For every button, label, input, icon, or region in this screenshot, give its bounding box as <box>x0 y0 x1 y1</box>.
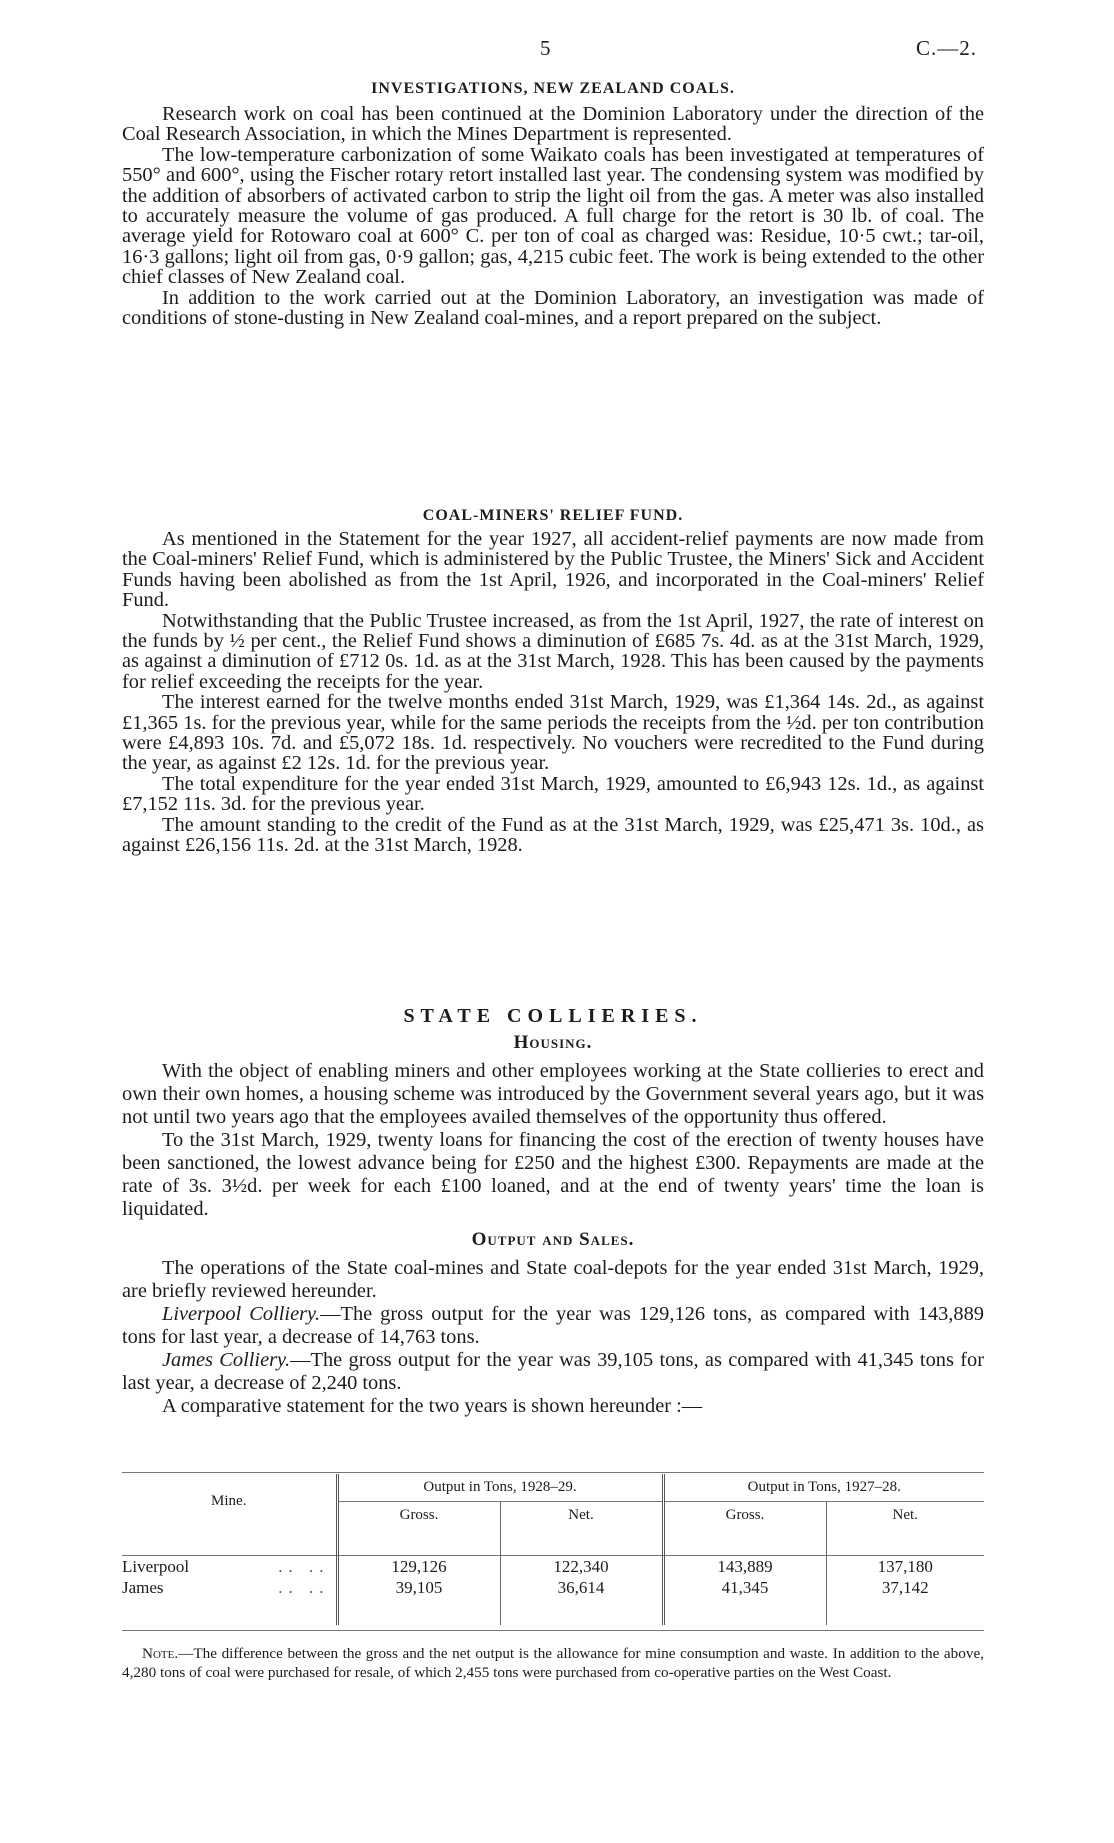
column-header-mine: Mine. <box>211 1493 247 1509</box>
gross-1928-29-cell: 129,126 <box>337 1556 500 1577</box>
table-row <box>122 1577 984 1598</box>
output-sales-heading: Output and Sales. <box>471 1229 635 1250</box>
mine-name-cell: James .. .. <box>122 1577 330 1597</box>
table-header-row <box>122 1474 984 1502</box>
investigations-paragraph-1: Research work on coal has been continued at the Dominion Laboratory under the direction of the Coal Research Association, in which the Mines Department is represented. <box>122 103 984 146</box>
table-note <box>122 1644 984 1682</box>
liverpool-colliery-title: Liverpool Colliery. <box>162 1303 321 1325</box>
net-1927-28-cell: 137,180 <box>826 1556 984 1577</box>
net-1927-28-cell: 37,142 <box>826 1577 984 1598</box>
mine-name-cell: Liverpool .. .. <box>122 1556 330 1576</box>
housing-heading: Housing. <box>513 1032 593 1053</box>
table-bottom-rule <box>122 1630 984 1631</box>
investigations-paragraph-2: The low-temperature carbonization of some Waikato coals has been investigated at temperatures of 550° and 600°, using the Fischer rotary retort installed last year. The condensing system was modified by the addition of absorbers of activated carbon to strip the light oil from the gas. A meter was also installed to accurately measure the volume of gas produced. A full charge for the retort is 30 lb. of coal. The average yield for Rotowaro coal at 600° C. per ton of coal as charged was: Residue, 10·5 cwt.; tar-oil, 16·3 gallons; light oil from gas, 0·9 gallon; gas, 4,215 cubic feet. The work is being extended to the other chief classes of New Zealand coal. <box>122 143 984 289</box>
james-colliery-text: —The gross output for the year was 39,105 tons, as compared with 41,345 tons for last year, a decrease of 2,240 tons. <box>122 1349 985 1394</box>
investigations-paragraph-3: In addition to the work carried out at the Dominion Laboratory, an investigation was made of conditions of stone-dusting in New Zealand coal-mines, and a report prepared on the subject. <box>122 286 984 330</box>
page-number: 5 <box>540 36 551 60</box>
housing-paragraph-1: With the object of enabling miners and other employees working at the State collieries to erect and own their own homes, a housing scheme was introduced by the Government several years ago, but it was not until two years ago that the employees availed themselves of the opportunity thus offered. <box>122 1060 984 1128</box>
document-reference: C.—2. <box>916 36 978 60</box>
note-label: Note. <box>142 1645 179 1662</box>
column-group-1928-29: Output in Tons, 1928–29. <box>337 1474 663 1502</box>
investigations-heading: INVESTIGATIONS, NEW ZEALAND COALS. <box>371 80 735 97</box>
column-group-1927-28: Output in Tons, 1927–28. <box>663 1474 984 1502</box>
output-paragraph-1: The operations of the State coal-mines and State coal-depots for the year ended 31st March, 1929, are briefly reviewed hereunder. <box>122 1257 984 1302</box>
gross-1927-28-cell: 143,889 <box>663 1556 826 1577</box>
gross-1928-29-cell: 39,105 <box>337 1577 500 1598</box>
table-spacer-row <box>122 1529 984 1556</box>
note-text: —The difference between the gross and the net output is the allowance for mine consumption and waste. In addition to the above, 4,280 tons of coal were purchased for resale, of which 2,455 tons were purchased from co-operative parties on the West Coast. <box>122 1645 984 1681</box>
relief-fund-paragraph-4: The total expenditure for the year ended 31st March, 1929, amounted to £6,943 12s. 1d., as against £7,152 11s. 3d. for the previous year. <box>122 772 984 816</box>
state-collieries-section <box>122 1005 984 1418</box>
housing-paragraph-2: To the 31st March, 1929, twenty loans for financing the cost of the erection of twenty houses have been sanctioned, the lowest advance being for £250 and the highest £300. Repayments are made at the rate of 3s. 3½d. per week for each £100 loaned, and at the end of twenty years' time the loan is liquidated. <box>122 1129 984 1220</box>
state-collieries-heading: STATE COLLIERIES. <box>403 1005 703 1027</box>
relief-fund-paragraph-5: The amount standing to the credit of the Fund as at the 31st March, 1929, was £25,471 3s. 10d., as against £26,156 11s. 2d. at the 31st March, 1928. <box>122 813 984 857</box>
relief-fund-section <box>122 507 984 856</box>
comparative-statement-intro: A comparative statement for the two years is shown hereunder :— <box>162 1395 703 1417</box>
relief-fund-heading: COAL-MINERS' RELIEF FUND. <box>422 507 684 524</box>
table-top-rule <box>122 1472 984 1473</box>
gross-1927-28-cell: 41,345 <box>663 1577 826 1598</box>
liverpool-colliery-text: —The gross output for the year was 129,126 tons, as compared with 143,889 tons for last year, a decrease of 14,763 tons. <box>122 1303 984 1348</box>
relief-fund-paragraph-2: Notwithstanding that the Public Trustee increased, as from the 1st April, 1927, the rate of interest on the funds by ½ per cent., the Relief Fund shows a diminution of £685 7s. 4d. as at the 31st March, 1929, as against a diminution of £712 0s. 1d. as at the 31st March, 1928. This has been caused by the payments for relief exceeding the receipts for the year. <box>122 609 984 693</box>
relief-fund-paragraph-3: The interest earned for the twelve months ended 31st March, 1929, was £1,364 14s. 2d., as against £1,365 1s. for the previous year, while for the same periods the receipts from the ½d. per ton contribution were £4,893 10s. 7d. and £5,072 18s. 1d. respectively. No vouchers were recredited to the Fund during the year, as against £2 12s. 1d. for the previous year. <box>122 691 984 775</box>
column-header-net: Net. <box>500 1502 663 1530</box>
column-header-net: Net. <box>826 1502 984 1530</box>
column-header-gross: Gross. <box>663 1502 826 1530</box>
net-1928-29-cell: 36,614 <box>500 1577 663 1598</box>
column-header-gross: Gross. <box>337 1502 500 1530</box>
investigations-section <box>122 80 984 328</box>
james-paragraph <box>122 1349 984 1395</box>
output-comparison-table <box>122 1474 984 1625</box>
net-1928-29-cell: 122,340 <box>500 1556 663 1577</box>
relief-fund-paragraph-1: As mentioned in the Statement for the year 1927, all accident-relief payments are now made from the Coal-miners' Relief Fund, which is administered by the Public Trustee, the Miners' Sick and Accident Funds having been abolished as from the 1st April, 1926, and incorporated in the Coal-miners' Relief Fund. <box>122 528 984 612</box>
table-row <box>122 1556 984 1577</box>
james-colliery-title: James Colliery. <box>162 1349 291 1371</box>
table-spacer-row <box>122 1598 984 1625</box>
liverpool-paragraph <box>122 1303 984 1349</box>
